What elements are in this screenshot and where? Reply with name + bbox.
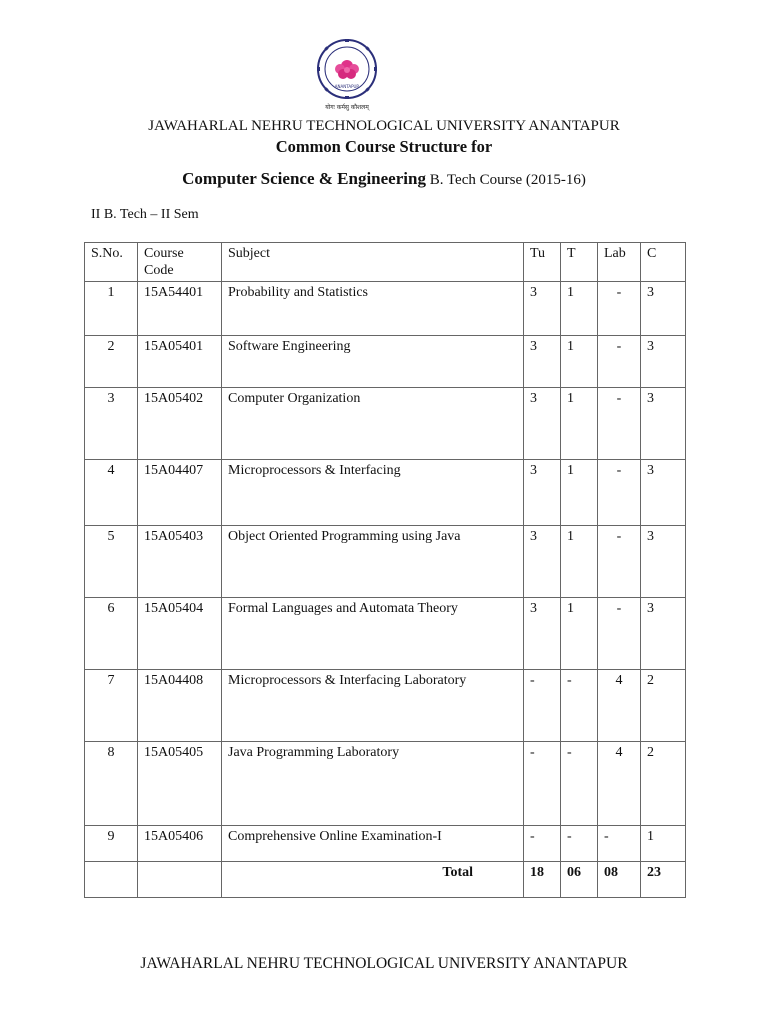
- cell-subject: Probability and Statistics: [222, 282, 524, 336]
- cell-empty: [138, 862, 222, 898]
- page-title: Common Course Structure for: [275, 137, 493, 156]
- cell-c: 3: [641, 336, 686, 388]
- program-name: Computer Science & Engineering: [182, 169, 426, 188]
- cell-lab: 4: [598, 742, 641, 826]
- cell-t: -: [561, 742, 598, 826]
- cell-lab: -: [598, 526, 641, 598]
- cell-subject: Comprehensive Online Examination-I: [222, 826, 524, 862]
- col-header-course-code: Course Code: [138, 243, 222, 282]
- cell-lab: -: [598, 282, 641, 336]
- table-row: [85, 526, 686, 598]
- footer-university-name: JAWAHARLAL NEHRU TECHNOLOGICAL UNIVERSITY ANANTAPUR: [140, 955, 628, 972]
- cell-course-code: 15A05404: [138, 598, 222, 670]
- cell-t: 1: [561, 282, 598, 336]
- total-c: 23: [641, 862, 686, 898]
- col-header-t: T: [561, 243, 598, 282]
- cell-subject: Microprocessors & Interfacing Laboratory: [222, 670, 524, 742]
- cell-t: 1: [561, 336, 598, 388]
- cell-lab: 4: [598, 670, 641, 742]
- cell-empty: [85, 862, 138, 898]
- cell-tu: -: [524, 826, 561, 862]
- cell-lab: -: [598, 460, 641, 526]
- logo-city: ANANTAPUR: [334, 84, 360, 89]
- table-row: [85, 282, 686, 336]
- cell-tu: 3: [524, 336, 561, 388]
- logo-motto: योगः कर्मसु कौशलम्: [325, 104, 369, 111]
- cell-lab: -: [598, 598, 641, 670]
- col-header-subject: Subject: [222, 243, 524, 282]
- cell-course-code: 15A04408: [138, 670, 222, 742]
- table-row: [85, 670, 686, 742]
- cell-sno: 7: [85, 670, 138, 742]
- table-header-row: [85, 243, 686, 282]
- cell-c: 3: [641, 282, 686, 336]
- cell-sno: 2: [85, 336, 138, 388]
- cell-subject: Object Oriented Programming using Java: [222, 526, 524, 598]
- cell-sno: 1: [85, 282, 138, 336]
- col-header-c: C: [641, 243, 686, 282]
- table-total-row: [85, 862, 686, 898]
- table-row: [85, 826, 686, 862]
- cell-lab: -: [598, 336, 641, 388]
- cell-c: 3: [641, 388, 686, 460]
- university-name: JAWAHARLAL NEHRU TECHNOLOGICAL UNIVERSITY ANANTAPUR: [148, 118, 620, 134]
- cell-sno: 5: [85, 526, 138, 598]
- cell-sno: 9: [85, 826, 138, 862]
- cell-tu: 3: [524, 388, 561, 460]
- cell-t: 1: [561, 388, 598, 460]
- semester-label: II B. Tech – II Sem: [91, 207, 199, 222]
- cell-subject: Java Programming Laboratory: [222, 742, 524, 826]
- cell-c: 1: [641, 826, 686, 862]
- total-t: 06: [561, 862, 598, 898]
- col-header-lab: Lab: [598, 243, 641, 282]
- cell-sno: 4: [85, 460, 138, 526]
- cell-tu: -: [524, 670, 561, 742]
- cell-t: 1: [561, 526, 598, 598]
- cell-t: -: [561, 826, 598, 862]
- cell-subject: Computer Organization: [222, 388, 524, 460]
- cell-tu: 3: [524, 598, 561, 670]
- cell-tu: 3: [524, 460, 561, 526]
- cell-sno: 6: [85, 598, 138, 670]
- total-lab: 08: [598, 862, 641, 898]
- cell-c: 2: [641, 742, 686, 826]
- table-row: [85, 742, 686, 826]
- total-tu: 18: [524, 862, 561, 898]
- cell-lab: -: [598, 388, 641, 460]
- table-row: [85, 460, 686, 526]
- cell-c: 3: [641, 460, 686, 526]
- cell-course-code: 15A05402: [138, 388, 222, 460]
- cell-c: 3: [641, 526, 686, 598]
- cell-sno: 8: [85, 742, 138, 826]
- cell-tu: -: [524, 742, 561, 826]
- cell-course-code: 15A05401: [138, 336, 222, 388]
- col-header-tu: Tu: [524, 243, 561, 282]
- table-row: [85, 598, 686, 670]
- cell-t: 1: [561, 460, 598, 526]
- cell-course-code: 15A05403: [138, 526, 222, 598]
- cell-lab: -: [598, 826, 641, 862]
- table-row: [85, 336, 686, 388]
- cell-course-code: 15A54401: [138, 282, 222, 336]
- cell-tu: 3: [524, 526, 561, 598]
- program-title: [0, 169, 768, 189]
- cell-t: -: [561, 670, 598, 742]
- cell-subject: Formal Languages and Automata Theory: [222, 598, 524, 670]
- total-label: Total: [222, 862, 524, 898]
- cell-c: 2: [641, 670, 686, 742]
- cell-subject: Microprocessors & Interfacing: [222, 460, 524, 526]
- cell-sno: 3: [85, 388, 138, 460]
- cell-subject: Software Engineering: [222, 336, 524, 388]
- course-table: [84, 242, 686, 898]
- university-logo: [312, 38, 382, 112]
- cell-course-code: 15A05406: [138, 826, 222, 862]
- cell-t: 1: [561, 598, 598, 670]
- cell-c: 3: [641, 598, 686, 670]
- course-name: B. Tech Course (2015-16): [429, 172, 586, 188]
- cell-course-code: 15A05405: [138, 742, 222, 826]
- col-header-sno: S.No.: [85, 243, 138, 282]
- table-row: [85, 388, 686, 460]
- cell-tu: 3: [524, 282, 561, 336]
- cell-course-code: 15A04407: [138, 460, 222, 526]
